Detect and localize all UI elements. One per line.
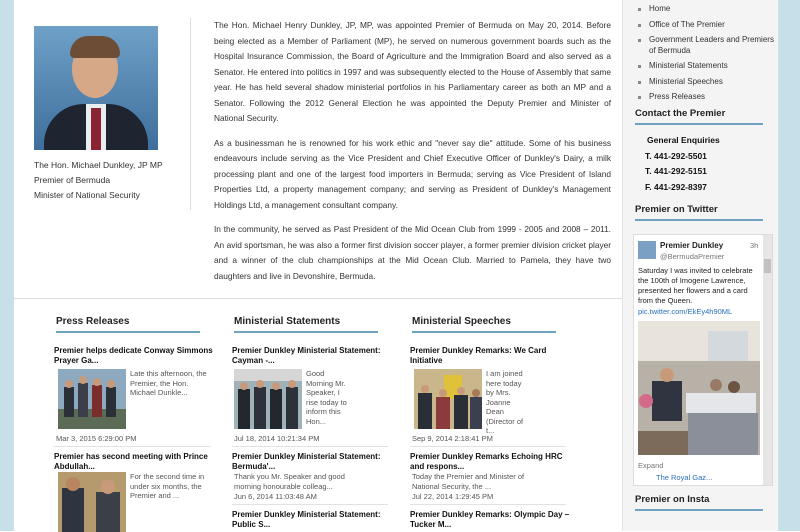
item-thumbnail[interactable] (58, 472, 126, 532)
ministerial-speeches-heading[interactable]: Ministerial Speeches (412, 316, 556, 333)
tweet-avatar[interactable] (638, 241, 656, 259)
tweet-author-handle[interactable]: @BermudaPremier (660, 252, 725, 261)
bio-paragraph: As a businessman he is renowned for his work ethic and "never say die" attitude. Some of his business endeavours include serving as the Vice President and Chief Executive Officer of Dunkley's Dairy, a milk processing plant and one of the largest food importers in Bermuda; serving as Vice President of Island Properties Ltd, a property management company; and serving as President of Dunkley's Management Holdings Ltd, a management consultant company. (214, 137, 611, 210)
tweet-next-author[interactable]: The Royal Gaz... (656, 473, 713, 482)
ministerial-statements-heading[interactable]: Ministerial Statements (234, 316, 378, 333)
item-excerpt: Late this afternoon, the Premier, the Hon. Michael Dunkle... (130, 369, 207, 397)
divider (54, 446, 210, 447)
item-date: Jul 18, 2014 10:21:34 PM (234, 434, 320, 443)
item-excerpt: Today the Premier and Minister of National Security, the ... (412, 472, 525, 491)
item-title-link[interactable]: Premier Dunkley Ministerial Statement: Cayman -... (232, 346, 381, 365)
item-excerpt: For the second time in under six months, the Premier and ... (130, 472, 205, 500)
list-item[interactable] (232, 510, 392, 530)
nav-item-home[interactable]: Home (649, 4, 777, 15)
page-frame-right (778, 0, 800, 531)
twitter-heading: Premier on Twitter (635, 204, 763, 221)
press-releases-heading[interactable]: Press Releases (56, 316, 200, 333)
item-thumbnail[interactable] (414, 369, 482, 429)
item-date: Jun 6, 2014 11:03:48 AM (234, 492, 317, 501)
list-item[interactable] (232, 452, 392, 501)
divider (410, 446, 566, 447)
tweet-photo[interactable] (638, 321, 760, 455)
bio-paragraph: The Hon. Michael Henry Dunkley, JP, MP, was appointed Premier of Bermuda on May 20, 2014. Before being elected as a Member of Parliament (MP), he served on numerous government boards such as the Hospital Insurance Commission, the Board of Agriculture and the Immigration Board and also served as a Senator. He entered into politics in 1997 and was subsequently elected to the House of Assembly that same year. He has held several shadow ministerial portfolios in his Parliamentary career as both an MP and a Senator. Following the 2012 General Election he was appointed the Deputy Premier and Minister of National Security. (214, 20, 611, 123)
contact-phone-2: T. 441-292-5151 (645, 166, 707, 176)
biography (214, 18, 611, 293)
sidebar (622, 0, 779, 531)
twitter-widget[interactable] (633, 234, 773, 486)
contact-enquiries-label: General Enquiries (647, 135, 720, 145)
contact-phone-1: T. 441-292-5501 (645, 151, 707, 161)
caption-name: The Hon. Michael Dunkley, JP MP (34, 160, 163, 170)
press-releases-column (54, 316, 214, 500)
list-item[interactable] (410, 346, 570, 443)
item-title-link[interactable]: Premier has second meeting with Prince Abdullah... (54, 452, 208, 471)
item-title-link[interactable]: Premier Dunkley Ministerial Statement: Public S... (232, 510, 381, 529)
nav-item-statements[interactable]: Ministerial Statements (649, 61, 777, 72)
twitter-scrollbar[interactable] (763, 235, 772, 485)
item-title-link[interactable]: Premier Dunkley Ministerial Statement: Bermuda'... (232, 452, 381, 471)
divider (190, 18, 191, 210)
nav-item-office[interactable]: Office of The Premier (649, 20, 777, 31)
item-title-link[interactable]: Premier helps dedicate Conway Simmons Prayer Ga... (54, 346, 213, 365)
list-item[interactable] (410, 510, 570, 530)
page-frame-left (0, 0, 14, 531)
divider (410, 504, 566, 505)
tweet-time: 3h (750, 241, 759, 250)
tweet-text: Saturday I was invited to celebrate the 100th of Imogene Lawrence, presented her flowers and a card from the Queen. (638, 266, 753, 305)
premier-photo (34, 26, 158, 150)
nav-item-press-releases[interactable]: Press Releases (649, 92, 777, 103)
item-excerpt: Good Morning Mr. Speaker, I rise today to inform this Hon... (306, 369, 347, 426)
item-thumbnail[interactable] (234, 369, 302, 429)
divider (232, 446, 388, 447)
nav-item-leaders[interactable]: Government Leaders and Premiers of Bermuda (649, 35, 777, 56)
sidebar-nav (649, 4, 777, 108)
item-date: Jul 22, 2014 1:29:45 PM (412, 492, 494, 501)
tweet-link[interactable]: pic.twitter.com/EkEy4h90ML (638, 307, 733, 316)
item-title-link[interactable]: Premier Dunkley Remarks Echoing HRC and respons... (410, 452, 563, 471)
list-item[interactable] (54, 346, 214, 443)
nav-item-speeches[interactable]: Ministerial Speeches (649, 77, 777, 88)
item-title-link[interactable]: Premier Dunkley Remarks: Olympic Day – Tucker M... (410, 510, 570, 529)
item-date: Mar 3, 2015 6:29:00 PM (56, 434, 137, 443)
tweet-expand-link[interactable]: Expand (638, 461, 664, 470)
item-excerpt: I am joined here today by Mrs. Joanne Dean (Director of t... (486, 369, 524, 435)
main-content (14, 0, 622, 531)
list-item[interactable] (410, 452, 570, 501)
instagram-heading: Premier on Insta (635, 494, 763, 511)
list-item[interactable] (232, 346, 392, 443)
contact-fax: F. 441-292-8397 (645, 182, 707, 192)
divider (232, 504, 388, 505)
item-title-link[interactable]: Premier Dunkley Remarks: We Card Initiative (410, 346, 547, 365)
caption-ministry: Minister of National Security (34, 190, 140, 200)
ministerial-speeches-column (410, 316, 570, 529)
item-date: Sep 9, 2014 2:18:41 PM (412, 434, 493, 443)
caption-title: Premier of Bermuda (34, 175, 111, 185)
ministerial-statements-column (232, 316, 392, 529)
item-thumbnail[interactable] (58, 369, 126, 429)
contact-heading: Contact the Premier (635, 108, 763, 125)
list-item[interactable] (54, 452, 214, 500)
bio-paragraph: In the community, he served as Past President of the Mid Ocean Club from 1999 - 2005 and 2008 – 2011. An avid sportsman, he was also a former first division soccer player, a former premier division cricket player and a winner of the club championships at the Mid Ocean Club. Married to Pamela, they have two daughters and live in Devonshire, Bermuda. (214, 224, 611, 281)
divider (14, 298, 622, 299)
item-excerpt: Thank you Mr. Speaker and good morning honourable colleag... (234, 472, 345, 491)
tweet-author-name[interactable]: Premier Dunkley (660, 241, 724, 250)
